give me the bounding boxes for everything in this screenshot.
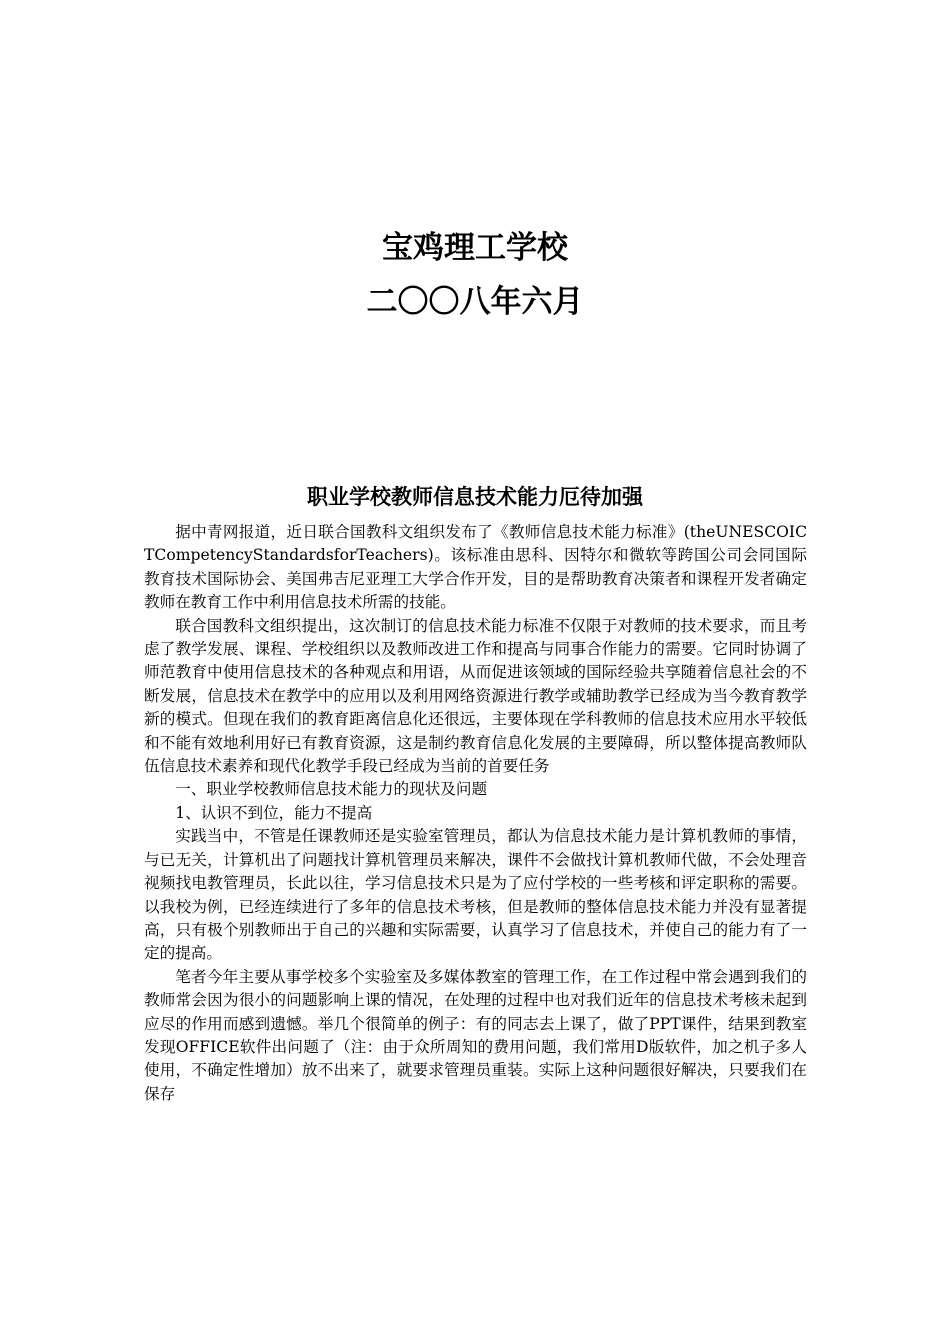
paragraph-unesco-standard: 联合国教科文组织提出，这次制订的信息技术能力标准不仅限于对教师的技术要求，而且考虑了教学发展、课程、学校组织以及教师改进工作和提高与同事合作能力的需要。它同时协调了师范教育中使用信息技术的各种观点和用语，从而促进该领域的国际经验共享随着信息社会的不断发展，信息技术在教学中的应用以及利用网络资源进行教学或辅助教学已经成为当今教育教学新的模式。但现在我们的教育距离信息化还很远，主要体现在学科教师的信息技术应用水平较低和不能有效地利用好已有教育资源，这是制约教育信息化发展的主要障碍，所以整体提高教师队伍信息技术素养和现代化教学手段已经成为当前的首要任务 (144, 616, 807, 776)
paragraph-author-experience: 笔者今年主要从事学校多个实验室及多媒体教室的管理工作，在工作过程中常会遇到我们的教师常会因为很小的问题影响上课的情况，在处理的过程中也对我们近年的信息技术考核未起到应尽的作用而感到遗憾。举几个很简单的例子：有的同志去上课了，做了PPT课件，结果到教室发现OFFICE软件出问题了（注：由于众所周知的费用问题，我们常用D版软件，加之机子多人使用，不确定性增加）放不出来了，就要求管理员重装。实际上这种问题很好解决，只要我们在保存 (144, 967, 807, 1103)
section-heading-1: 一、职业学校教师信息技术能力的现状及问题 (175, 780, 488, 799)
cover-school-name: 宝鸡理工学校 (382, 230, 568, 266)
paragraph-practice: 实践当中，不管是任课教师还是实验室管理员，都认为信息技术能力是计算机教师的事情，与已无关，计算机出了问题找计算机管理员来解决，课件不会做找计算机教师代做，不会处理音视频找电教管理员，长此以往，学习信息技术只是为了应付学校的一些考核和评定职称的需要。以我校为例，已经连续进行了多年的信息技术考核，但是教师的整体信息技术能力并没有显著提高，只有极个别教师出于自己的兴趣和实际需要，认真学习了信息技术，并使自己的能力有了一定的提高。 (144, 827, 807, 963)
cover-date: 二〇〇八年六月 (366, 284, 584, 320)
article-body (144, 521, 807, 1106)
article-title: 职业学校教师信息技术能力厄待加强 (307, 485, 643, 509)
subsection-heading-1: 1、认识不到位，能力不提高 (175, 803, 373, 822)
paragraph-intro: 据中青网报道，近日联合国教科文组织发布了《教师信息技术能力标准》(theUNESCOICTCompetencyStandardsforTeachers)。该标准由思科、因特尔和微软等跨国公司会同国际教育技术国际协会、美国弗吉尼亚理工大学合作开发，目的是帮助教育决策者和课程开发者确定教师在教育工作中利用信息技术所需的技能。 (144, 523, 807, 612)
